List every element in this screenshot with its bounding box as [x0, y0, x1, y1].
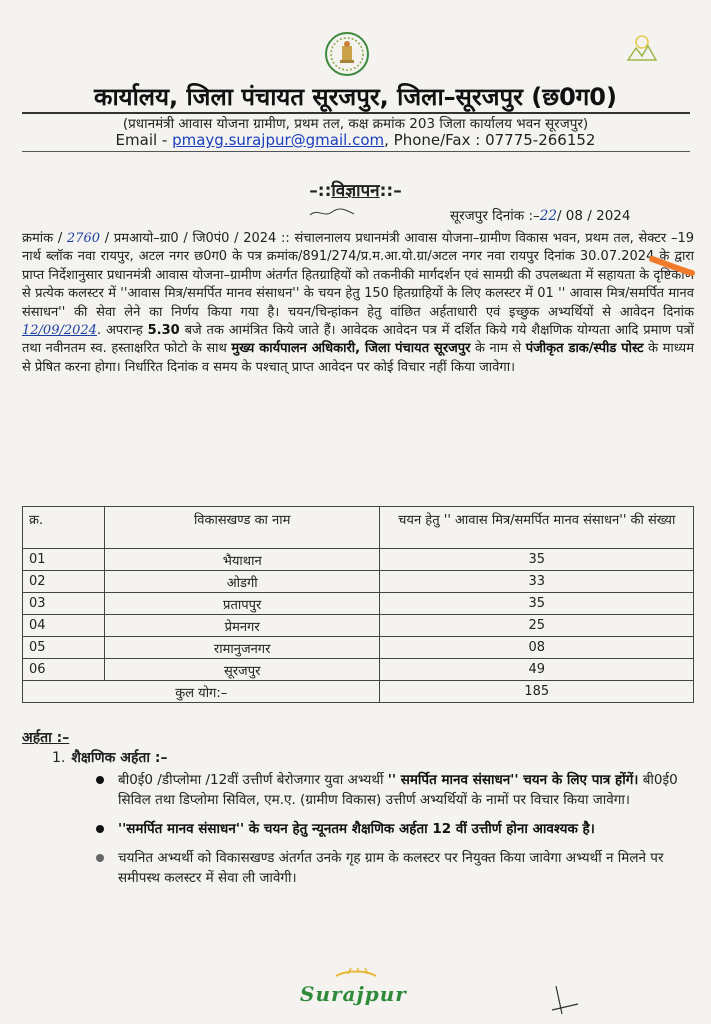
highlight-mark-icon	[648, 253, 696, 277]
state-emblem-icon	[322, 30, 372, 78]
eligibility-list	[96, 770, 694, 897]
row-count: 08	[380, 637, 694, 659]
apply-date: 12/09/2024	[22, 323, 97, 339]
phone-text: , Phone/Fax : 07775-266152	[384, 131, 596, 149]
bullet3-text: चयनित अभ्यर्थी को विकासखण्ड अंतर्गत उनके गृह ग्राम के कलस्टर पर नियुक्त किया जावेगा अभ्यर्थी न मिलने पर समीपस्थ कलस्टर में सेवा ली जावेगी।	[118, 850, 664, 886]
row-block-name: प्रेमनगर	[104, 615, 380, 637]
pen-stroke-icon	[548, 984, 582, 1018]
row-block-name: भैयाथान	[104, 549, 380, 571]
row-count: 33	[380, 571, 694, 593]
notice-body	[22, 230, 694, 377]
to-name: के नाम से	[470, 341, 526, 357]
row-count: 35	[380, 549, 694, 571]
total-value: 185	[380, 681, 694, 703]
post-mode: पंजीकृत डाक/स्पीड पोस्ट	[525, 341, 644, 357]
row-serial: 05	[23, 637, 105, 659]
bullet1-part-a: बी0ई0 /डीप्लोमा /12वीं उत्तीर्ण बेरोजगार युवा अभ्यर्थी	[118, 772, 388, 788]
row-count: 35	[380, 593, 694, 615]
apply-time: 5.30	[147, 323, 180, 339]
header-block-name: विकासखण्ड का नाम	[104, 507, 380, 549]
table-row	[23, 571, 694, 593]
row-block-name: ओडगी	[104, 571, 380, 593]
date-rest: / 08 / 2024	[556, 208, 631, 224]
table-row	[23, 659, 694, 681]
row-serial: 06	[23, 659, 105, 681]
email-link[interactable]: pmayg.surajpur@gmail.com	[172, 131, 385, 149]
notice-title-suffix: ::–	[379, 181, 402, 201]
list-item	[96, 819, 694, 839]
contact-divider	[22, 151, 690, 152]
footer-logo-text: Surajpur	[300, 982, 407, 1006]
row-serial: 01	[23, 549, 105, 571]
bullet-icon	[96, 776, 104, 784]
table-row	[23, 637, 694, 659]
closing-text: के माध्यम से प्रेषित करना होगा। निर्धारित दिनांक व समय के पश्चात् प्राप्त आवेदन पर कोई विचार नहीं किया जावेगा।	[22, 341, 694, 375]
notice-date	[450, 206, 630, 224]
email-label: Email -	[115, 131, 173, 149]
notice-title	[14, 178, 697, 201]
office-address: (प्रधानमंत्री आवास योजना ग्रामीण, प्रथम तल, कक्ष क्रमांक 203 जिला कार्यालय भवन सूरजपुर)	[122, 116, 589, 132]
table-header-row	[23, 507, 694, 549]
apply-rest-2: बजे तक आमंत्रित किये जाते हैं। आवेदक आवेदन पत्र में दर्शित किये गये शैक्षणिक योग्यता आदि प्रमाण पत्रों तथा नवीनतम स्व. हस्ताक्षरित फोटो के साथ	[22, 323, 694, 357]
row-block-name: प्रतापपुर	[104, 593, 380, 615]
row-count: 49	[380, 659, 694, 681]
list-item	[96, 848, 694, 888]
notice-title-prefix: –::	[309, 181, 332, 201]
bullet1-part-c: बी0ई0 सिविल तथा डिप्लोमा सिविल, एम.ए. (ग्रामीण विकास) उत्तीर्ण अभ्यर्थियों के नामों पर विचार किया जावेगा।	[118, 772, 678, 808]
block-vacancy-table	[22, 506, 694, 703]
table-row	[23, 615, 694, 637]
header-serial: क्र.	[23, 507, 105, 549]
bullet-icon	[96, 854, 104, 862]
row-count: 25	[380, 615, 694, 637]
date-day: 22	[539, 208, 557, 224]
ref-number: 2760	[66, 231, 101, 246]
row-serial: 02	[23, 571, 105, 593]
table-row	[23, 593, 694, 615]
eligibility-sub-title: शैक्षणिक अर्हता :–	[71, 750, 168, 766]
row-block-name: रामानुजनगर	[104, 637, 380, 659]
date-label: सूरजपुर दिनांक :–	[450, 208, 540, 224]
eligibility-subtitle	[52, 748, 168, 767]
district-logo-icon	[622, 30, 662, 66]
table-row	[23, 549, 694, 571]
contact-line	[14, 131, 697, 149]
body-paragraph	[22, 230, 694, 377]
bullet1-part-b: '' समर्पित मानव संसाधन'' चयन के लिए पात्र होंगें।	[387, 772, 639, 788]
office-title: कार्यालय, जिला पंचायत सूरजपुर, जिला–सूरजपुर (छ0ग0)	[94, 83, 617, 111]
ref-rest: / प्रमआयो–ग्रा0 / जि0पं0 / 2024 :: संचालनालय प्रधानमंत्री आवास योजना–ग्रामीण विकास भवन, प्रथम तल, सेक्टर –19 नार्थ ब्लॉक नवा रायपुर, अटल नगर छ0ग0 के पत्र क्रमांक/891/274/प्र.म.आ.यो.ग्रा/अटल नगर नवा रायपुर दिनांक 30.07.2024 के द्वारा प्राप्त निर्देशानुसार प्रधानमंत्री आवास योजना–ग्रामीण अंतर्गत हितग्राहियों को तकनीकी मार्गदर्शन एवं सामग्री की उपलब्धता में सहायता के दृष्टिकोण से प्रत्येक कलस्टर में ''आवास मित्र/समर्पित मानव संसाधन'' के चयन हेतु 150 हितग्राहियों के लिए कलस्टर में 01 '' आवास मित्र/समर्पित मानव संसाधन'' की सेवा लेने का निर्णय किया गया है। चयन/चिन्हांकन हेतु वांछित अर्हताधारी एवं इच्छुक अभ्यर्थियों से आवेदन दिनांक	[22, 231, 694, 320]
initial-mark-icon	[308, 206, 356, 220]
eligibility-sub-number: 1.	[52, 750, 66, 766]
officer-name: मुख्य कार्यपालन अधिकारी, जिला पंचायत सूरजपुर	[231, 341, 471, 357]
row-serial: 04	[23, 615, 105, 637]
bullet2-text: ''समर्पित मानव संसाधन'' के चयन हेतु न्यूनतम शैक्षणिक अर्हता 12 वीं उत्तीर्ण होना आवश्यक है।	[118, 821, 595, 837]
total-label: कुल योग:–	[23, 681, 380, 703]
notice-title-text: विज्ञापन	[331, 181, 380, 201]
list-item	[96, 770, 694, 810]
ref-prefix: क्रमांक /	[22, 231, 67, 246]
row-serial: 03	[23, 593, 105, 615]
header-count: चयन हेतु '' आवास मित्र/समर्पित मानव संसाधन'' की संख्या	[380, 507, 694, 549]
apply-rest-1: . अपरान्ह	[96, 323, 148, 339]
bullet-icon	[96, 825, 104, 833]
table-total-row	[23, 681, 694, 703]
eligibility-title: अर्हता :–	[22, 730, 70, 746]
row-block-name: सूरजपुर	[104, 659, 380, 681]
